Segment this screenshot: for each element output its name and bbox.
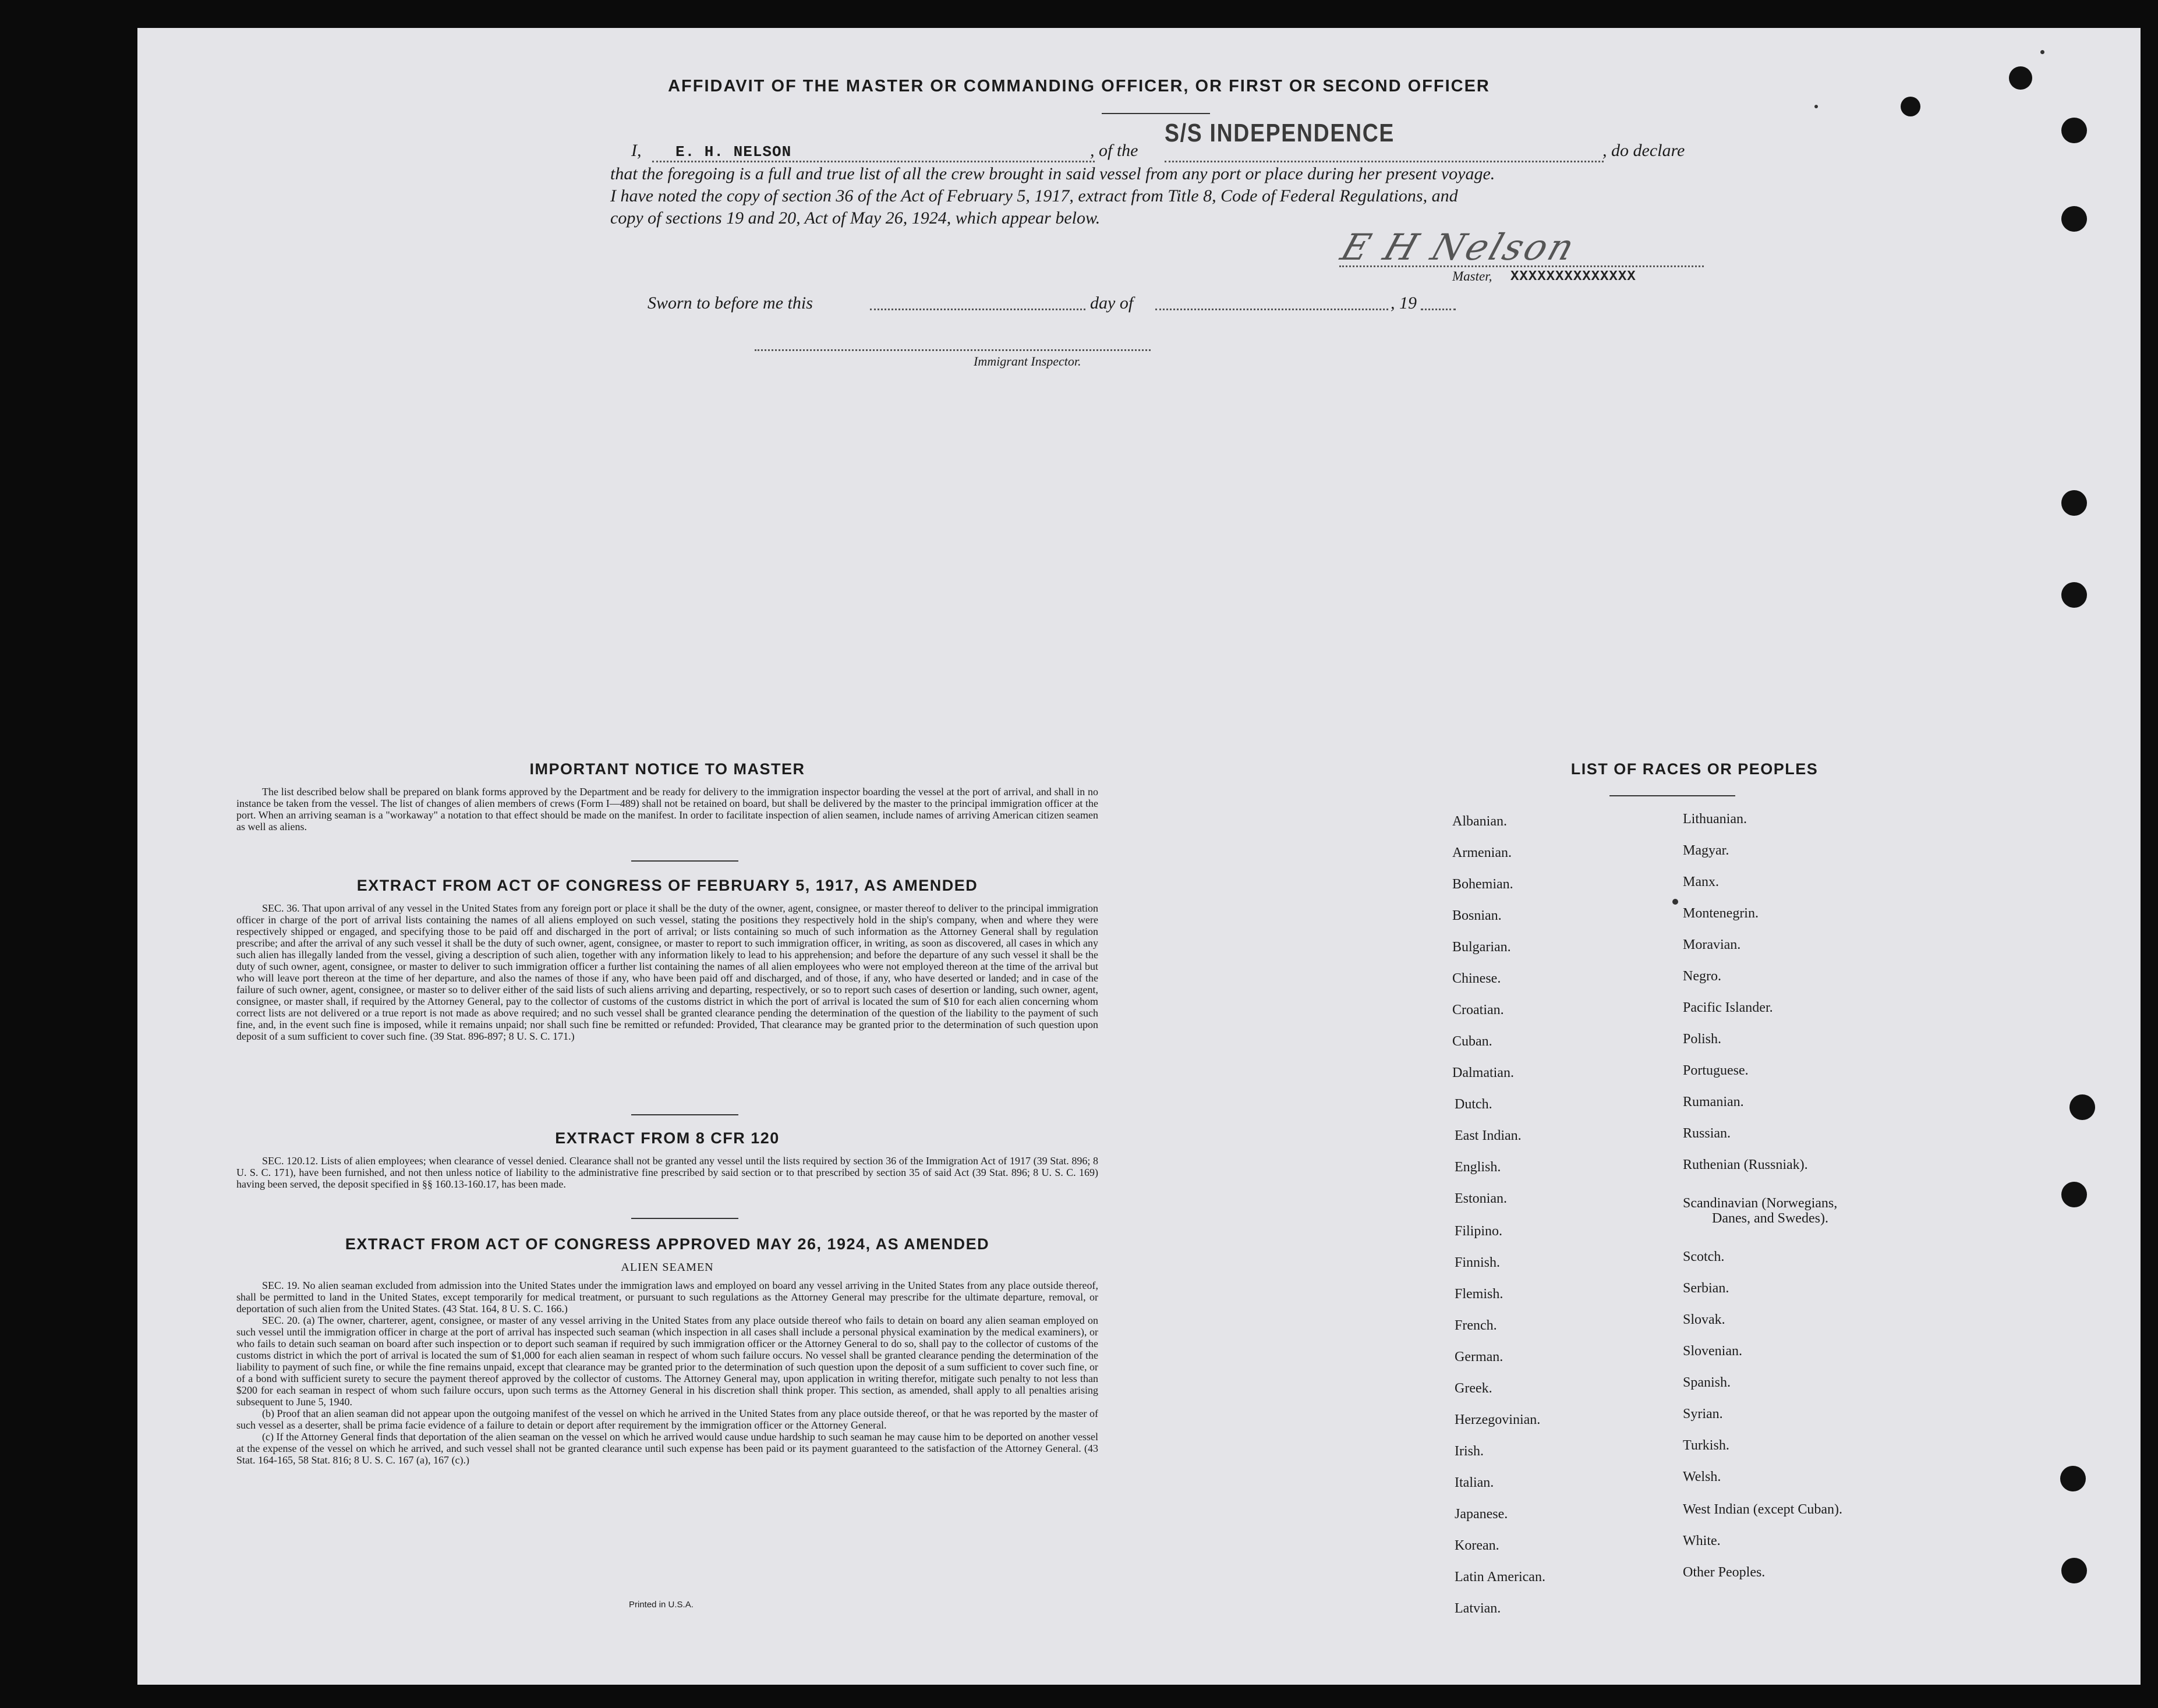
race-item: Croatian. [1452, 1002, 1504, 1018]
extract-1917-text [236, 902, 1098, 1042]
notice-text [236, 786, 1098, 832]
sworn-month-line [1155, 309, 1388, 310]
race-item: Armenian. [1452, 845, 1512, 860]
binder-hole [2061, 490, 2087, 516]
title-rule [1102, 113, 1210, 114]
race-item: Manx. [1683, 874, 1719, 890]
extract-1924-text [236, 1280, 1098, 1466]
race-item: Negro. [1683, 969, 1721, 984]
affidavit-line-3: I have noted the copy of section 36 of the Act of February 5, 1917, extract from Title 8, Code of Federal Regulations, and [610, 186, 1458, 205]
section-20b-body: (b) Proof that an alien seaman did not appear upon the outgoing manifest of the vessel on which he arrived in the United States from any place outside thereof, or that he was reported by the master of such vessel as a deserter, shall be prima facie evidence of a failure to detain or deport after requirement by the immigration officer or the Attorney General. [236, 1408, 1098, 1431]
race-item: Bulgarian. [1452, 940, 1511, 955]
race-item: Flemish. [1455, 1287, 1503, 1302]
race-item: Turkish. [1683, 1438, 1729, 1453]
vessel-stamp: S/S INDEPENDENCE [1165, 119, 1395, 147]
scan-speck [1814, 105, 1818, 108]
race-item: Montenegrin. [1683, 906, 1759, 921]
section-36-label: SEC. 36. [262, 902, 300, 914]
name-line [652, 161, 1095, 162]
extract-cfr-title: EXTRACT FROM 8 CFR 120 [555, 1129, 780, 1147]
race-item: East Indian. [1455, 1128, 1522, 1143]
race-item: Danes, and Swedes). [1712, 1211, 1828, 1226]
section-19-body: No alien seaman excluded from admission into the United States under the immigration laws and employed on board any vessel arriving in the United States from any place outside thereof, shall be permitted to land in the United States, except temporarily for medical treatment, or pursuant to such regulations as the Attorney General may prescribe for the ultimate departure, removal, or deportation of such alien from the United States. (43 Stat. 164, 8 U. S. C. 166.) [236, 1280, 1099, 1314]
race-item: Chinese. [1452, 971, 1501, 986]
race-item: Magyar. [1683, 843, 1729, 858]
notice-rule [631, 860, 738, 862]
race-item: Dalmatian. [1452, 1065, 1514, 1080]
race-item: Herzegovinian. [1455, 1412, 1541, 1427]
race-item: Latin American. [1455, 1569, 1545, 1585]
race-item: White. [1683, 1533, 1721, 1548]
inspector-line [755, 349, 1151, 351]
day-of-label: day of [1090, 293, 1134, 313]
section-20-label: SEC. 20. [262, 1314, 300, 1326]
sworn-year-line [1421, 309, 1456, 310]
race-item: Welsh. [1683, 1469, 1721, 1484]
race-item: Portuguese. [1683, 1063, 1749, 1078]
section-20c-body: (c) If the Attorney General finds that deportation of the alien seaman on the vessel on which he arrived would cause undue hardship to such seaman he may cause him to be deported on another vessel at the expense of the vessel on which he arrived, and such vessel shall not be granted clearance until such expense has been paid or its payment guaranteed to the satisfaction of the Attorney General. (43 Stat. 164-165, 58 Stat. 816; 8 U. S. C. 167 (a), 167 (c).) [236, 1431, 1098, 1466]
race-item: Polish. [1683, 1032, 1722, 1047]
race-item: Korean. [1455, 1538, 1499, 1553]
scan-speck [2040, 50, 2044, 54]
extract-cfr-text [236, 1155, 1098, 1190]
master-title: Master, [1452, 269, 1492, 284]
race-item: Syrian. [1683, 1406, 1723, 1422]
races-title: LIST OF RACES OR PEOPLES [1570, 760, 1819, 778]
races-rule [1609, 795, 1735, 796]
race-item: German. [1455, 1349, 1503, 1365]
race-item: Rumanian. [1683, 1094, 1744, 1110]
binder-hole [2061, 1558, 2087, 1583]
race-item: Cuban. [1452, 1034, 1492, 1049]
race-item: Bohemian. [1452, 877, 1513, 892]
section-120-body: Lists of alien employees; when clearance of vessel denied. Clearance shall not be granted any vessel until the lists required by section 36 of the Immigration Act of 1917 (39 Stat. 896; 8 U. S. C. 171), have been furnished, and not then unless notice of liability to the administrative fine prescribed by said section or to that prescribed by section 35 of said Act (39 Stat. 896; 8 U. S. C. 169) having been served, the deposit specified in §§ 160.13-160.17, has been made. [236, 1155, 1099, 1190]
binder-hole [1901, 97, 1920, 116]
race-item: Russian. [1683, 1126, 1731, 1141]
race-item: Scandinavian (Norwegians, [1683, 1196, 1838, 1211]
race-item: Bosnian. [1452, 908, 1502, 923]
binder-hole [2061, 206, 2087, 232]
binder-hole [2069, 1094, 2095, 1120]
sworn-label: Sworn to before me this [648, 293, 813, 313]
vessel-line [1165, 161, 1604, 162]
signature-line [1339, 265, 1704, 267]
race-item: Irish. [1455, 1444, 1484, 1459]
affidavit-line-2: that the foregoing is a full and true list of all the crew brought in said vessel from any port or place during her present voyage. [610, 164, 1495, 183]
race-item: Japanese. [1455, 1507, 1508, 1522]
struck-officer-titles: XXXXXXXXXXXXXX [1510, 269, 1636, 285]
section-36-body: That upon arrival of any vessel in the United States from any foreign port or place it shall be the duty of the owner, agent, consignee, or master thereof to deliver to the principal immigration officer in charge of the port of arrival lists containing the names of all aliens employed on such vessel, stating the positions they respectively hold in the ship's company, when and where they were respectively shipped or engaged, and specifying those to be paid off and discharged in the port of arrival; or lists containing so much of such information as the Attorney General shall by regulation prescribe; and after the arrival of any such vessel it shall be the duty of such owner, agent, consignee, or master to report to such immigration officer, in writing, as soon as discovered, all cases in which any such alien has illegally landed from the vessel, giving a description of such alien, together with any information likely to lead to his apprehension; and before the departure of any such vessel it shall be the duty of such owner, agent, consignee, or master to deliver to such immigration officer a further list containing the names of all alien employees who were not employed thereon at the time of the arrival but who will leave port thereon at the time of her departure, and also the names of those if any, who have been paid off and discharged, and of those, if any, who have deserted or landed; and in case of the failure of such owner, agent, consignee, or master so to deliver either of the said lists of such aliens arriving and departing, respectively, or so to report such cases of desertion or landing, such owner, agent, consignee, or master shall, if required by the Attorney General, pay to the collector of customs of the customs district in which the port of arrival is located the sum of $10 for each alien concerning whom correct lists are not delivered or a true report is not made as above required; and no such vessel shall be granted clearance pending the determination of the question of the liability to the payment of such fine, and, in the event such fine is imposed, while it remains unpaid; nor shall such fine be remitted or refunded: Provided, That clearance may be granted prior to the determination of such question upon deposit of a sum sufficient to cover such fine. (39 Stat. 896-897; 8 U. S. C. 171.) [236, 902, 1098, 1042]
race-item: Dutch. [1455, 1097, 1492, 1112]
race-item: Scotch. [1683, 1249, 1725, 1264]
race-item: Lithuanian. [1683, 812, 1747, 827]
race-item: Estonian. [1455, 1191, 1507, 1206]
race-item: Latvian. [1455, 1601, 1501, 1616]
race-item: West Indian (except Cuban). [1683, 1502, 1842, 1517]
i-label: I, [631, 141, 642, 160]
binder-hole [2061, 1182, 2087, 1207]
race-item: Serbian. [1683, 1281, 1729, 1296]
of-the-label: , of the [1090, 141, 1138, 160]
section-20a-body: (a) The owner, charterer, agent, consignee, or master of any vessel arriving in the United States from any place outside thereof who fails to detain on board any alien seaman employed on such vessel until the immigration officer in charge at the port of arrival has inspected such seaman (which inspection in all cases shall include a personal physical examination by the medical examiners), or who fails to detain such seaman on board after such inspection or to deport such seaman if required by such immigration officer or the Attorney General to do so, shall pay to the collector of customs of the customs district in which the port of arrival is located the sum of $1,000 for each alien seaman in respect of whom such failure occurs. No vessel shall be granted clearance pending the determination of the liability to payment of such fine, or while the fine remains unpaid, except that clearance may be granted prior to the determination of such question upon the deposit of a sum sufficient to cover such fine, or of a bond with sufficient surety to secure the payment thereof approved by the collector of customs. The Attorney General may, upon application in writing therefor, mitigate such penalty to not less than $200 for each seaman in respect of whom such failure occurs, upon such terms as the Attorney General in his discretion shall think proper. This section, as amended, shall apply to all penalties arising subsequent to June 5, 1940. [236, 1314, 1099, 1408]
inspector-label: Immigrant Inspector. [974, 354, 1081, 368]
notice-title: IMPORTANT NOTICE TO MASTER [529, 760, 805, 778]
race-item: Slovak. [1683, 1312, 1725, 1327]
race-item: Slovenian. [1683, 1344, 1742, 1359]
declare-label: , do declare [1602, 141, 1685, 160]
race-item: Finnish. [1455, 1255, 1501, 1270]
binder-hole [2061, 118, 2087, 143]
sworn-day-line [870, 309, 1085, 310]
section-120-label: SEC. 120.12. [262, 1155, 319, 1167]
race-item: Ruthenian (Russniak). [1683, 1157, 1808, 1172]
affidavit-title: AFFIDAVIT OF THE MASTER OR COMMANDING OFFICER, OR FIRST OR SECOND OFFICER [668, 77, 1490, 95]
year-label: , 19 [1391, 293, 1417, 313]
extract-1917-rule [631, 1114, 738, 1115]
alien-seamen-subtitle: ALIEN SEAMEN [621, 1261, 714, 1274]
scan-speck [1672, 899, 1678, 905]
race-item: French. [1455, 1318, 1497, 1333]
race-item: Italian. [1455, 1475, 1494, 1490]
race-item: Moravian. [1683, 937, 1741, 952]
extract-1924-title: EXTRACT FROM ACT OF CONGRESS APPROVED MAY 26, 1924, AS AMENDED [345, 1235, 990, 1253]
extract-1917-title: EXTRACT FROM ACT OF CONGRESS OF FEBRUARY 5, 1917, AS AMENDED [356, 877, 978, 894]
printed-in-usa: Printed in U.S.A. [629, 1600, 694, 1610]
extract-cfr-rule [631, 1218, 738, 1219]
race-item: Other Peoples. [1683, 1565, 1766, 1580]
race-item: English. [1455, 1160, 1501, 1175]
race-item: Pacific Islander. [1683, 1000, 1773, 1015]
binder-hole [2061, 582, 2087, 608]
race-item: Albanian. [1452, 814, 1507, 829]
affidavit-line-4: copy of sections 19 and 20, Act of May 26, 1924, which appear below. [610, 208, 1101, 228]
section-19-label: SEC. 19. [262, 1280, 300, 1291]
race-item: Filipino. [1455, 1224, 1503, 1239]
master-name: E. H. NELSON [675, 143, 792, 161]
race-item: Greek. [1455, 1381, 1492, 1396]
master-signature: E H Nelson [1336, 226, 1582, 268]
race-item: Spanish. [1683, 1375, 1731, 1390]
notice-paragraph: The list described below shall be prepared on blank forms approved by the Department and be ready for delivery to the immigration inspector boarding the vessel at the port of arrival, and shall in no instance be taken from the vessel. The list of changes of alien members of crews (Form I—489) shall not be retained on board, but shall be delivered by the master to the principal immigration officer at the port. When an arriving seaman is a "workaway" a notation to that effect should be made on the manifest. In order to facilitate inspection of alien seamen, include names of arriving American citizen seamen as well as aliens. [236, 786, 1098, 832]
binder-hole [2060, 1466, 2086, 1491]
